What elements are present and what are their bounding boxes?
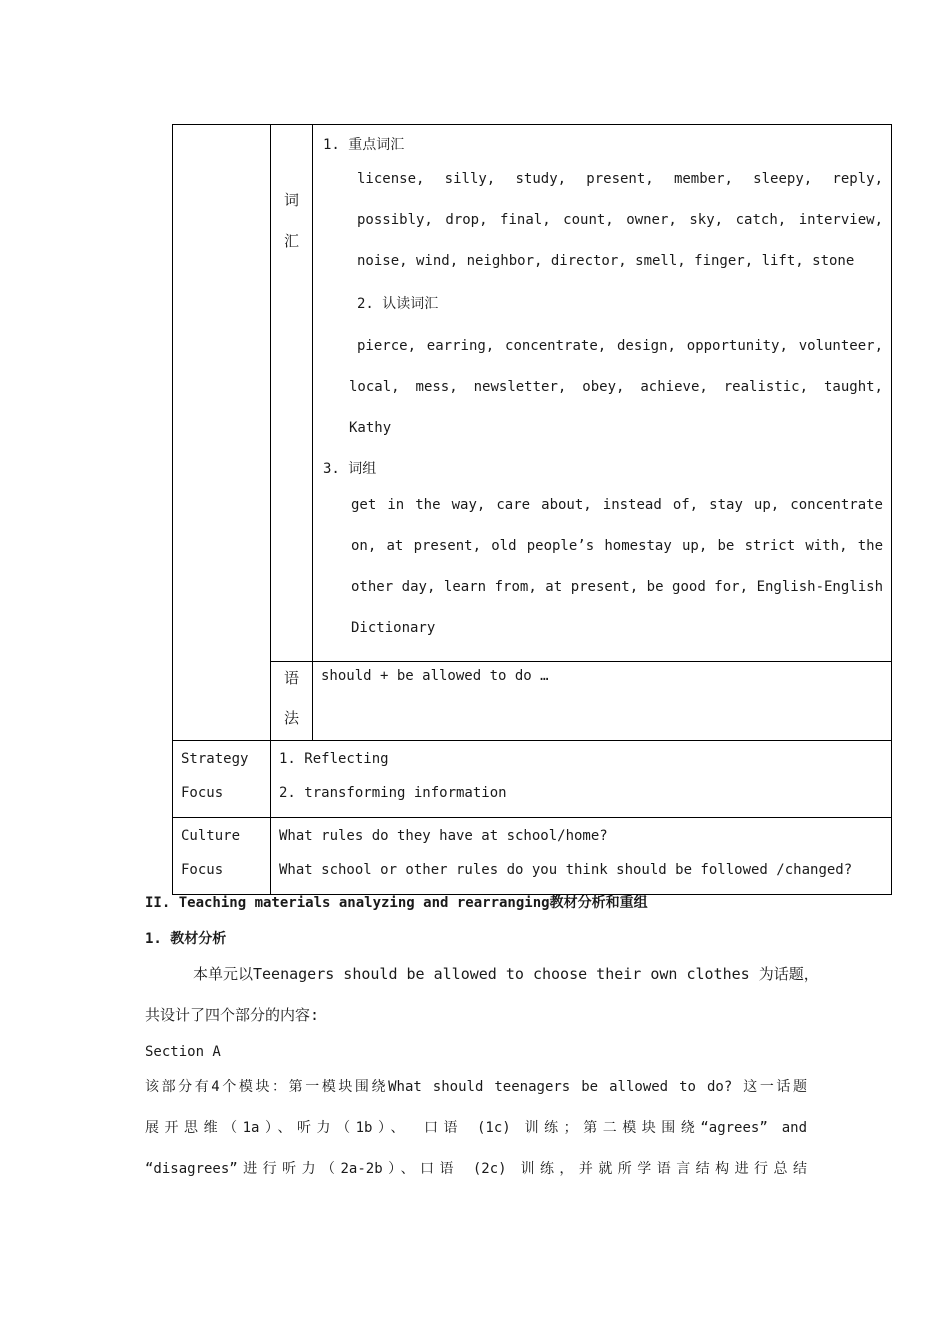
strategy-item: 2. transforming information	[279, 785, 507, 801]
strategy-label-1: Strategy	[181, 751, 249, 767]
strategy-row	[173, 741, 892, 818]
culture-item: What school or other rules do you think should be followed /changed?	[279, 862, 853, 878]
read-vocab-line: local, mess, newsletter, obey, achieve, realistic, taught,	[349, 379, 883, 395]
paragraph-line: 本单元以Teenagers should be allowed to choose their own clothes 为话题，	[193, 965, 819, 983]
paragraph-line: 该部分有4个模块：第一模块围绕What should teenagers be allowed to do? 这一话题	[145, 1079, 807, 1095]
vocab-content-cell	[313, 125, 892, 662]
read-vocab-line: Kathy	[349, 420, 392, 436]
grammar-label-1: 语	[283, 669, 299, 687]
paragraph-line: 展开思维（1a）、听力（1b）、 口语 (1c) 训练；第二模块围绕“agrees” and	[145, 1120, 807, 1136]
phrase-line: Dictionary	[351, 620, 436, 636]
paragraph-line: “disagrees”进行听力（2a-2b）、口语 (2c) 训练，并就所学语言结构进行总结	[145, 1161, 807, 1177]
vocab-label-1: 词	[283, 191, 299, 209]
strategy-label-cell	[173, 741, 271, 818]
section-a-label: Section A	[145, 1044, 221, 1060]
grammar-label-cell	[271, 662, 313, 741]
culture-label-cell	[173, 818, 271, 895]
vocab-row	[173, 125, 892, 662]
strategy-item: 1. Reflecting	[279, 751, 389, 767]
culture-label-2: Focus	[181, 862, 224, 878]
key-vocab-line: license, silly, study, present, member, sleepy, reply,	[357, 171, 883, 187]
grammar-content-cell	[313, 662, 892, 741]
grammar-text: should + be allowed to do …	[321, 668, 549, 684]
strategy-label-2: Focus	[181, 785, 224, 801]
grammar-row	[173, 662, 892, 741]
culture-item: What rules do they have at school/home?	[279, 828, 608, 844]
vocab-label-2: 汇	[283, 232, 299, 250]
phrase-line: other day, learn from, at present, be good for, English-English	[351, 579, 883, 595]
key-vocab-line: noise, wind, neighbor, director, smell, finger, lift, stone	[357, 253, 855, 269]
grammar-label-2: 法	[283, 709, 299, 727]
key-vocab-heading: 1. 重点词汇	[323, 137, 405, 153]
strategy-content-cell	[271, 741, 892, 818]
phrase-heading: 3. 词组	[323, 461, 377, 477]
read-vocab-line: pierce, earring, concentrate, design, opportunity, volunteer,	[357, 338, 883, 354]
key-vocab-line: possibly, drop, final, count, owner, sky, catch, interview,	[357, 212, 883, 228]
section-heading: II. Teaching materials analyzing and rearranging教材分析和重组	[145, 895, 648, 911]
phrase-line: on, at present, old people’s homestay up, be strict with, the	[351, 538, 883, 554]
phrase-line: get in the way, care about, instead of, stay up, concentrate	[351, 497, 883, 513]
vocab-label-cell	[271, 125, 313, 662]
sub-heading: 1. 教材分析	[145, 931, 227, 947]
culture-label-1: Culture	[181, 828, 241, 844]
culture-content-cell	[271, 818, 892, 895]
teaching-plan-table	[172, 124, 892, 895]
paragraph-line: 共设计了四个部分的内容:	[145, 1006, 320, 1024]
culture-row	[173, 818, 892, 895]
read-vocab-heading: 2. 认读词汇	[357, 296, 439, 312]
empty-left-cell	[173, 125, 271, 741]
